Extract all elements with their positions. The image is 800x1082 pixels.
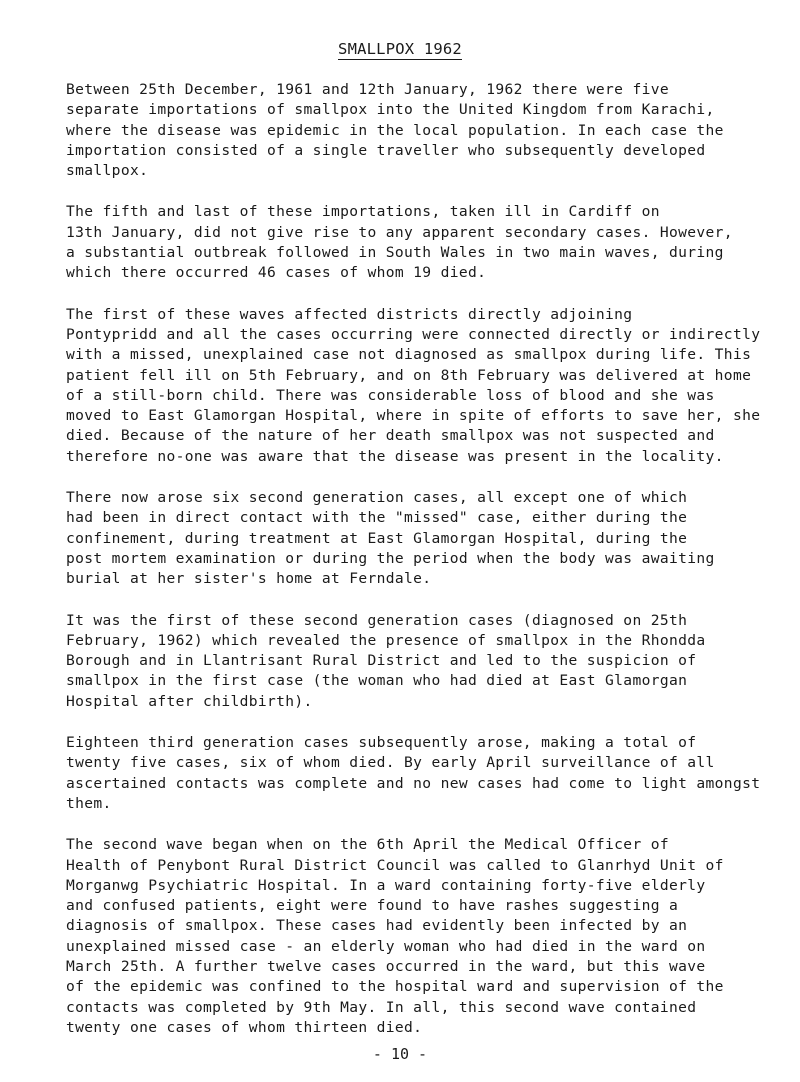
- document-body: [66, 80, 766, 1059]
- page-title-text: SMALLPOX 1962: [338, 40, 462, 58]
- page-title: [0, 40, 800, 58]
- paragraph-importations: Between 25th December, 1961 and 12th January, 1962 there were five separate importations of smallpox into the United Kingdom from Karachi, where the disease was epidemic in the local population. In each case the importation consisted of a single traveller who subsequently developed smallpox.: [66, 81, 724, 180]
- page-number: - 10 -: [372, 1045, 428, 1063]
- paragraph-fifth-importation: The fifth and last of these importations, taken ill in Cardiff on 13th January, did not give rise to any apparent secondary cases. However, a substantial outbreak followed in South Wales in two main waves, during which there occurred 46 cases of whom 19 died.: [66, 203, 733, 282]
- paragraph-first-wave: The first of these waves affected districts directly adjoining Pontypridd and all the cases occurring were connected directly or indirectly with a missed, unexplained case not diagnosed as smallpox during life. This patient fell ill on 5th February, and on 8th February was delivered at home of a still-born child. There was considerable loss of blood and she was moved to East Glamorgan Hospital, where in spite of efforts to save her, she died. Because of the nature of her death smallpox was not suspected and therefore no-one was aware that the disease was present in the locality.: [66, 305, 761, 465]
- paragraph-diagnosis: It was the first of these second generation cases (diagnosed on 25th February, 1962) which revealed the presence of smallpox in the Rhondda Borough and in Llantrisant Rural District and led to the suspicion of smallpox in the first case (the woman who had died at East Glamorgan Hospital after childbirth).: [66, 611, 706, 710]
- paragraph-third-generation: Eighteen third generation cases subsequently arose, making a total of twenty five cases, six of whom died. By early April surveillance of all ascertained contacts was complete and no new cases had come to light amongst them.: [66, 734, 761, 812]
- paragraph-second-generation: There now arose six second generation cases, all except one of which had been in direct contact with the "missed" case, either during the confinement, during treatment at East Glamorgan Hospital, during the post mortem examination or during the period when the body was awaiting burial at her sister's home at Ferndale.: [66, 489, 715, 588]
- paragraph-second-wave: The second wave began when on the 6th April the Medical Officer of Health of Penybont Rural District Council was called to Glanrhyd Unit of Morganwg Psychiatric Hospital. In a ward containing forty-five elderly and confused patients, eight were found to have rashes suggesting a diagnosis of smallpox. These cases had evidently been infected by an unexplained missed case - an elderly woman who had died in the ward on March 25th. A further twelve cases occurred in the ward, but this wave of the epidemic was confined to the hospital ward and supervision of the contacts was completed by 9th May. In all, this second wave contained twenty one cases of whom thirteen died.: [66, 836, 724, 1036]
